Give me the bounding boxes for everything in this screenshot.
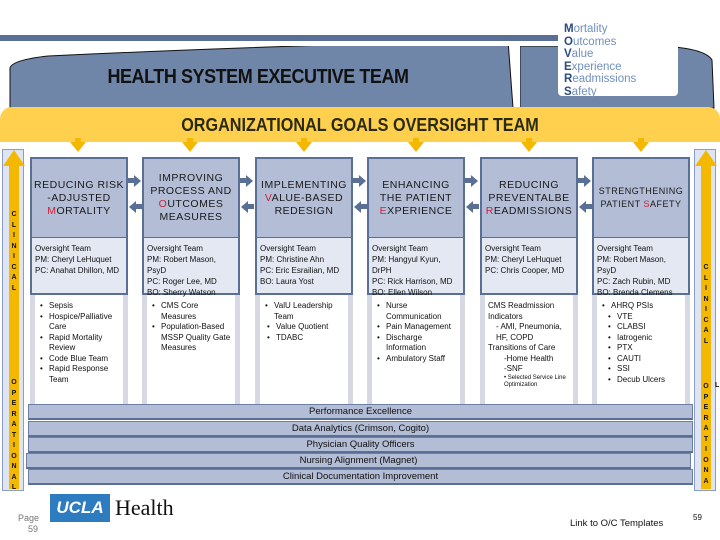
- down-arrow-icon: [182, 142, 198, 152]
- arrow-left-icon: [579, 201, 586, 213]
- readmission-text: Transitions of Care: [488, 343, 556, 352]
- list-item: • Rapid Mortality Review: [39, 333, 119, 354]
- goal-title-box: ENHANCING THE PATIENT EXPERIENCE: [367, 157, 465, 237]
- sublist-container: [601, 312, 681, 386]
- readmission-text: -Home Health: [504, 353, 554, 363]
- goal-column-readmissions: [480, 157, 578, 407]
- goal-column-outcomes: [142, 157, 240, 407]
- list-item: • Sepsis: [39, 301, 119, 312]
- goal-column-experience: [367, 157, 465, 407]
- initiatives-list: [142, 295, 240, 407]
- oc-templates-link[interactable]: Link to O/C Templates: [570, 518, 664, 529]
- readmission-text: - AMI, Pneumonia, HF, COPD: [496, 322, 562, 342]
- list-item: • Nurse Communication: [376, 301, 456, 322]
- down-arrow-icon: [521, 142, 537, 152]
- arrow-left-icon: [473, 204, 479, 209]
- movers-line: Safety: [564, 85, 597, 98]
- sublist-item: • Iatrogenic: [607, 333, 681, 344]
- list-item: • AHRQ PSIs: [601, 301, 681, 312]
- list-item: • Ambulatory Staff: [376, 354, 456, 365]
- goal-title-box: REDUCING PREVENTALBE READMISSIONS: [480, 157, 578, 237]
- arrow-left-icon: [466, 201, 473, 213]
- oversight-team-box: Oversight Team PM: Robert Mason, PsyD PC: Zach Rubin, MD BO: Brenda Clemens: [592, 237, 690, 295]
- sublist-item: • SSI: [607, 364, 681, 375]
- initiatives-list: [255, 295, 353, 407]
- sublist-item: • TDABC: [266, 333, 344, 344]
- up-arrow-icon: [695, 150, 717, 166]
- readmission-text: -SNF: [504, 364, 523, 373]
- sublist-container: [264, 322, 344, 343]
- arrow-left-icon: [586, 204, 592, 209]
- sublist-item: • PTX: [607, 343, 681, 354]
- page-indicator: Page 59: [18, 513, 40, 534]
- oversight-team-box: Oversight Team PM: Hangyul Kyun, DrPH PC: Rick Harrison, MD BO: Ellen Wilson: [367, 237, 465, 295]
- ucla-logo: UCLA: [50, 494, 110, 522]
- arrow-right-icon: [359, 175, 366, 187]
- sublist-item: • VTE: [607, 312, 681, 323]
- movers-line: Value: [564, 48, 594, 60]
- oversight-team-title: ORGANIZATIONAL GOALS OVERSIGHT TEAM: [181, 115, 539, 135]
- oversight-team-banner: [0, 107, 720, 142]
- arrow-left-icon: [136, 204, 142, 209]
- oversight-team-box: Oversight Team PM: Cheryl LeHuquet PC: Anahat Dhillon, MD: [30, 237, 128, 295]
- list-item: • ValU Leadership Team: [264, 301, 344, 322]
- list-item: • Hospice/Palliative Care: [39, 312, 119, 333]
- arrow-left-icon: [248, 204, 254, 209]
- health-wordmark: Health: [115, 495, 174, 520]
- arrow-right-icon: [246, 175, 253, 187]
- arrow-right-icon: [471, 175, 478, 187]
- goal-column-value: [255, 157, 353, 407]
- top-rule: [0, 35, 560, 41]
- sublist-item: • Value Quotient: [266, 322, 344, 333]
- sublist-item: • CLABSI: [607, 322, 681, 333]
- operational-label: O P E R A T I O N A L: [11, 379, 17, 491]
- initiatives-list: [30, 295, 128, 407]
- initiatives-list: [592, 295, 690, 407]
- arrow-left-icon: [241, 201, 248, 213]
- list-item: • CMS Core Measures: [151, 301, 231, 322]
- list-item: • Discharge Information: [376, 333, 456, 354]
- up-arrow-icon: [3, 150, 25, 166]
- arrow-right-icon: [584, 175, 591, 187]
- band-performance-excellence: Performance Excellence: [28, 404, 693, 420]
- arrow-right-icon: [134, 175, 141, 187]
- goal-title-box: IMPLEMENTING VALUE-BASED REDESIGN: [255, 157, 353, 237]
- executive-team-banner: [8, 46, 513, 108]
- readmission-text: CMS Readmission Indicators: [488, 301, 555, 321]
- list-item: • Rapid Response Team: [39, 364, 119, 385]
- movers-line: Experience: [564, 60, 622, 73]
- down-arrow-icon: [633, 142, 649, 152]
- down-arrow-icon: [296, 142, 312, 152]
- initiatives-list: [367, 295, 465, 407]
- initiatives-list: [480, 295, 578, 407]
- oversight-team-box: Oversight Team PM: Cheryl LeHuquet PC: Chris Cooper, MD: [480, 237, 578, 295]
- movers-line: Readmissions: [564, 73, 637, 85]
- arrow-left-icon: [354, 201, 361, 213]
- operational-label: O P E R A T I O N A: [703, 383, 709, 485]
- band-clinical-documentation: Clinical Documentation Improvement: [28, 469, 693, 485]
- sublist-item: • CAUTI: [607, 354, 681, 365]
- list-item: • Population-Based MSSP Quality Gate Measures: [151, 322, 231, 354]
- arrow-left-icon: [361, 204, 367, 209]
- band-data-analytics: Data Analytics (Crimson, Cogito): [28, 421, 693, 437]
- band-nursing-alignment: Nursing Alignment (Magnet): [26, 453, 691, 469]
- down-arrow-icon: [408, 142, 424, 152]
- readmission-text: • Selected Service Line Optimization: [504, 374, 566, 388]
- clinical-operational-axis-right: [694, 149, 716, 491]
- goal-column-mortality: [30, 157, 128, 407]
- movers-legend: [558, 18, 678, 96]
- page-number: 59: [693, 513, 702, 522]
- band-physician-quality-officers: Physician Quality Officers: [28, 437, 693, 453]
- oversight-team-box: Oversight Team PM: Robert Mason, PsyD PC: Roger Lee, MD BO: Sherry Watson: [142, 237, 240, 295]
- list-item: • Code Blue Team: [39, 354, 119, 365]
- movers-line: Outcomes: [564, 35, 617, 48]
- list-item: • Pain Management: [376, 322, 456, 333]
- goal-title-box: REDUCING RISK -ADJUSTED MORTALITY: [30, 157, 128, 237]
- movers-line: Mortality: [564, 23, 608, 35]
- clinical-label: C L I N I C A L: [703, 264, 709, 345]
- clinical-label: C L I N I C A L: [11, 211, 17, 292]
- goal-column-safety: [592, 157, 690, 407]
- axis-stray-letter: L: [715, 382, 720, 389]
- down-arrow-icon: [70, 142, 86, 152]
- goal-title-box: STRENGTHENING PATIENT SAFETY: [592, 157, 690, 237]
- clinical-operational-axis-left: [2, 149, 24, 491]
- executive-team-title: HEALTH SYSTEM EXECUTIVE TEAM: [107, 66, 409, 88]
- goal-title-box: IMPROVING PROCESS AND OUTCOMES MEASURES: [142, 157, 240, 237]
- oversight-team-box: Oversight Team PM: Christine Ahn PC: Eric Esrailian, MD BO: Laura Yost: [255, 237, 353, 295]
- sublist-item: • Decub Ulcers: [607, 375, 681, 386]
- arrow-left-icon: [129, 201, 136, 213]
